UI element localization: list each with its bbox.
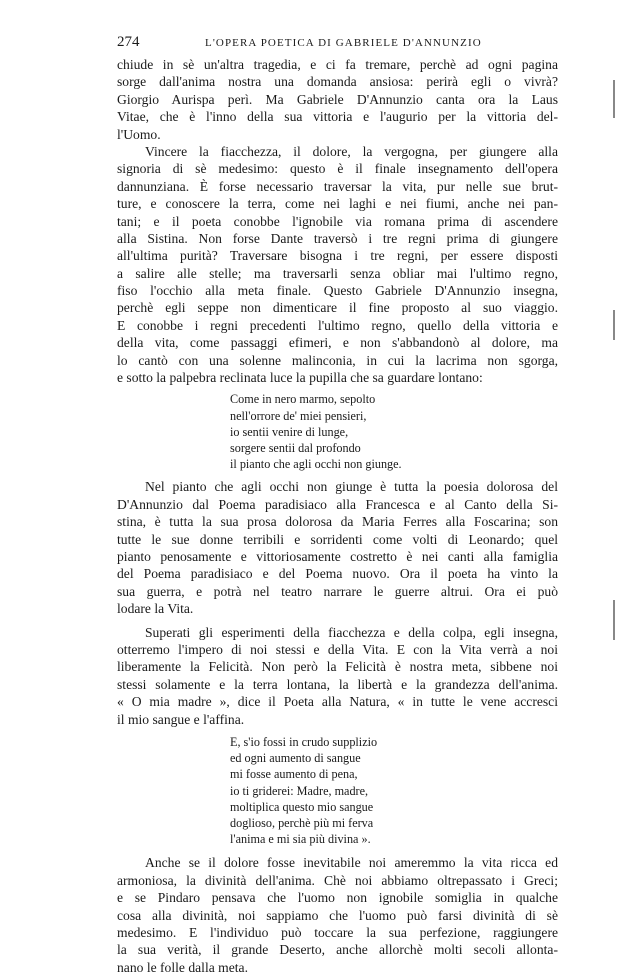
text-line: Superati gli esperimenti della fiacchezza e della colpa, egli insegna, [145, 624, 558, 640]
paragraph [117, 624, 558, 728]
text-line: all'ultima purità? Traversare bisogna i tre regni, per essere disposti [117, 248, 558, 264]
text-line: e sotto la palpebra reclinata luce la pupilla che sa guardare lontano: [117, 370, 483, 386]
text-line: « O mia madre », dice il Poeta alla Natura, « in tutte le vene accresci [117, 694, 558, 710]
text-line: Vincere la fiacchezza, il dolore, la vergogna, per giungere alla [145, 143, 558, 159]
paragraph [117, 478, 558, 617]
text-line: del Poema paradisiaco e del Poema nuovo. Ora il poeta ha vinto la [117, 566, 558, 582]
text-line: la sua verità, il grande Deserto, anche allorchè molti secoli allonta- [117, 942, 558, 958]
verse-line: l'anima e mi sia più divina ». [230, 832, 371, 847]
verse-line: io sentii venire di lunge, [230, 424, 349, 439]
text-line: pianto penosamente e vittoriosamente costretto è nei canti alla famiglia [117, 549, 558, 564]
page-header [117, 34, 557, 54]
text-line: Nel pianto che agli occhi non giunge è tutta la poesia dolorosa del [145, 479, 558, 495]
text-line: l'Uomo. [117, 126, 161, 142]
text-line: e se Pindaro pensava che l'uomo non ignobile somiglia in qualche [117, 890, 558, 906]
text-line: E conobbe i regni precedenti l'ultimo regno, quello della vittoria e [117, 317, 558, 333]
paragraph [117, 143, 558, 386]
scan-edge-mark [613, 600, 615, 640]
text-line: tani; e il poeta conobbe l'ignobile via romana prima di ascendere [117, 213, 558, 229]
text-line: signoria di sè medesimo: questo è il finale insegnamento dell'opera [117, 161, 558, 177]
verse-line: ed ogni aumento di sangue [230, 751, 361, 766]
text-line: tutte le sue donne terribili e sorridenti come volti di Leonardo; quel [117, 531, 558, 547]
verse-quotation [230, 391, 558, 472]
text-line: dannunziana. È forse necessario traversar la vita, pur nelle sue brut- [117, 178, 558, 194]
text-line: cosa alla divinità, noi sappiamo che l'uomo può farsi divinità di sè [117, 907, 558, 923]
body-text [117, 56, 558, 976]
text-line: il mio sangue e l'affina. [117, 711, 245, 727]
verse-line: nell'orrore de' miei pensieri, [230, 408, 367, 423]
scan-edge-mark [613, 310, 615, 340]
text-line: medesimo. E l'individuo può toccare la sua perfezione, raggiungere [117, 924, 558, 940]
text-line: liberamente la Felicità. Non però la Felicità è nostra meta, sibbene noi [117, 659, 558, 675]
text-line: lodare la Vita. [117, 601, 194, 617]
verse-line: sorgere sentii dal profondo [230, 441, 361, 456]
paragraph [117, 56, 558, 143]
text-line: fiso l'occhio alla meta finale. Questo Gabriele D'Annunzio insegna, [117, 283, 558, 299]
scan-edge-mark [613, 80, 615, 118]
text-line: D'Annunzio dal Poema paradisiaco alla Francesca e al Canto della Si- [117, 496, 558, 512]
text-line: della vita, come passaggi efimeri, e non s'abbandonò al dolore, ma [117, 335, 558, 351]
text-line: nano le folle dalla meta. [117, 959, 248, 975]
text-line: ture, e conoscere la terra, come nei laghi e nei fiumi, anche nei pan- [117, 196, 558, 212]
page-number: 274 [117, 34, 140, 50]
text-line: Giorgio Aurispa perì. Ma Gabriele D'Annunzio canta ora la Laus [117, 91, 558, 107]
text-line: lo cantò con una solenne malinconia, in cui la lacrima non sgorga, [117, 352, 558, 368]
text-line: Anche se il dolore fosse inevitabile noi ameremmo la vita ricca ed [145, 855, 558, 871]
text-line: a salire alle stelle; ma traversarli senza obliar mai l'ultimo regno, [117, 265, 558, 281]
verse-quotation [230, 734, 558, 847]
verse-line: mi fosse aumento di pena, [230, 767, 358, 782]
verse-line: il pianto che agli occhi non giunge. [230, 457, 402, 472]
text-line: alla Sistina. Non forse Dante traversò i tre regni prima di giungere [117, 230, 558, 246]
verse-line: doglioso, perchè più mi ferva [230, 815, 374, 830]
text-line: sorge dall'anima nostra una domanda ansiosa: perirà egli o vivrà? [117, 74, 558, 90]
paragraph [117, 854, 558, 976]
text-line: Vitae, che è l'inno della sua vittoria e l'augurio per la vittoria del- [117, 109, 558, 125]
text-line: armoniosa, la divinità dell'anima. Chè noi abbiamo oltrepassato i Greci; [117, 872, 558, 888]
text-line: stina, è tutta la sua prosa dolorosa da Maria Ferres alla Foscarina; son [117, 514, 558, 530]
text-line: chiude in sè un'altra tragedia, e ci fa tremare, perchè ad ogni pagina [117, 57, 558, 72]
text-line: stessi solamente e la terra lontana, la libertà e la grandezza dell'anima. [117, 676, 558, 692]
verse-line: E, s'io fossi in crudo supplizio [230, 734, 378, 749]
text-line: sua guerra, e potrà nel teatro narrare le guerre altrui. Ora ei può [117, 583, 558, 599]
running-head: L'OPERA POETICA DI GABRIELE D'ANNUNZIO [205, 37, 482, 49]
text-line: perchè egli seppe non dimenticare il fine proposto al suo viaggio. [117, 300, 558, 316]
verse-line: Come in nero marmo, sepolto [230, 392, 376, 407]
text-line: otterremo l'impero di noi stessi e della Vita. E con la Vita verrà a noi [117, 641, 558, 657]
verse-line: moltiplica questo mio sangue [230, 799, 374, 814]
verse-line: io ti griderei: Madre, madre, [230, 783, 369, 798]
